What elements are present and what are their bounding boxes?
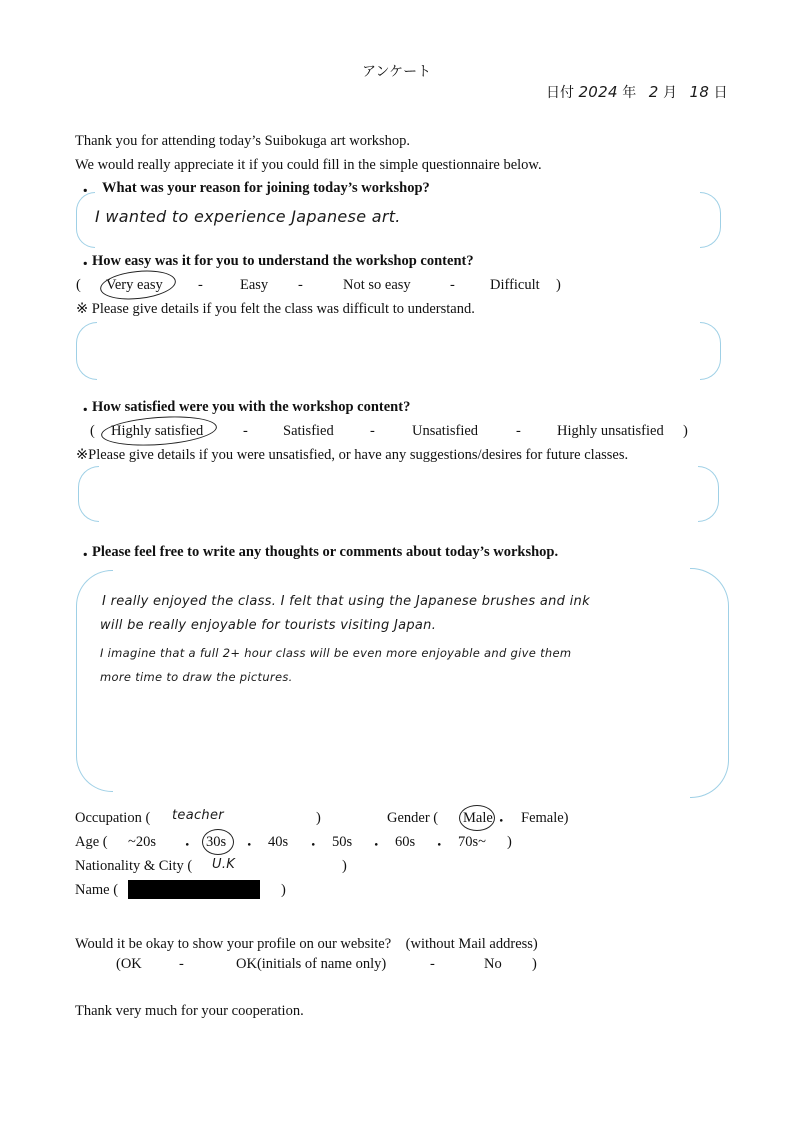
year-unit: 年 <box>622 85 637 101</box>
q3-bullet: ・ <box>78 403 93 419</box>
page-title: アンケート <box>362 64 432 80</box>
q4-answer-line-2[interactable]: will be really enjoyable for tourists visiting Japan. <box>100 618 437 633</box>
q4-question: Please feel free to write any thoughts or comments about today’s workshop. <box>92 544 559 560</box>
date-day[interactable]: 18 <box>689 83 710 101</box>
age-option-30s[interactable]: 30s <box>206 834 227 850</box>
nationality-label: Nationality & City ( <box>75 858 193 874</box>
month-unit: 月 <box>663 85 678 101</box>
name-close: ) <box>281 882 286 898</box>
age-dot-3: ・ <box>306 838 321 854</box>
q3-answer-box-left <box>78 466 99 522</box>
website-sep-2: - <box>430 956 435 972</box>
q3-option-satisfied[interactable]: Satisfied <box>283 423 334 439</box>
q2-option-not-so-easy[interactable]: Not so easy <box>343 277 411 293</box>
q4-bullet: ・ <box>78 548 93 564</box>
date-label: 日付 <box>546 85 574 101</box>
nationality-value[interactable]: U.K <box>212 857 236 872</box>
age-dot-1: ・ <box>180 838 195 854</box>
q2-option-very-easy[interactable]: Very easy <box>106 277 163 293</box>
q2-option-difficult[interactable]: Difficult <box>490 277 540 293</box>
website-option-ok[interactable]: (OK <box>116 956 142 972</box>
gender-dot: ・ <box>494 814 509 830</box>
gender-label: Gender ( <box>387 810 439 826</box>
name-redaction <box>128 880 260 899</box>
q2-note: ※ Please give details if you felt the class was difficult to understand. <box>76 301 475 317</box>
nationality-close: ) <box>342 858 347 874</box>
q3-option-highly-unsatisfied[interactable]: Highly unsatisfied <box>557 423 664 439</box>
intro-line-1: Thank you for attending today’s Suibokuga art workshop. <box>75 133 411 149</box>
website-sep-1: - <box>179 956 184 972</box>
date-year[interactable]: 2024 <box>578 83 618 101</box>
q2-bullet: ・ <box>78 257 93 273</box>
day-unit: 日 <box>713 85 728 101</box>
occupation-label: Occupation ( <box>75 810 151 826</box>
q4-answer-line-1[interactable]: I really enjoyed the class. I felt that using the Japanese brushes and ink <box>102 594 590 609</box>
gender-selection-circle <box>459 805 495 831</box>
q2-selection-circle <box>99 267 178 303</box>
q4-answer-line-4[interactable]: more time to draw the pictures. <box>100 670 293 684</box>
footer-thanks: Thank very much for your cooperation. <box>75 1003 304 1019</box>
age-option-70s[interactable]: 70s~ <box>458 834 486 850</box>
website-option-no[interactable]: No <box>484 956 502 972</box>
q2-sep-1: - <box>198 277 203 293</box>
q1-answer-box-left <box>76 192 95 248</box>
occupation-close: ) <box>316 810 321 826</box>
q2-answer-box-left <box>76 322 97 380</box>
date-block <box>546 82 728 102</box>
website-option-initials[interactable]: OK(initials of name only) <box>236 956 387 972</box>
q3-selection-circle <box>100 413 218 449</box>
q2-sep-2: - <box>298 277 303 293</box>
q3-question: How satisfied were you with the workshop content? <box>92 399 411 415</box>
website-close: ) <box>532 956 537 972</box>
q3-sep-2: - <box>370 423 375 439</box>
q2-close-paren: ) <box>556 277 561 293</box>
age-option-60s[interactable]: 60s <box>395 834 416 850</box>
q4-answer-line-3[interactable]: I imagine that a full 2+ hour class will be even more enjoyable and give them <box>100 646 572 660</box>
q1-bullet: ・ <box>78 184 93 200</box>
q3-note: ※Please give details if you were unsatisfied, or have any suggestions/desires for future classes. <box>76 447 629 463</box>
website-question: Would it be okay to show your profile on our website? (without Mail address) <box>75 936 538 952</box>
q1-question: What was your reason for joining today’s workshop? <box>102 180 430 196</box>
age-dot-2: ・ <box>242 838 257 854</box>
age-close: ) <box>507 834 512 850</box>
q3-answer-box-right <box>698 466 719 522</box>
q2-answer-box-right <box>700 322 721 380</box>
q3-option-highly-satisfied[interactable]: Highly satisfied <box>111 423 204 439</box>
q1-answer[interactable]: I wanted to experience Japanese art. <box>95 207 401 226</box>
q3-sep-1: - <box>243 423 248 439</box>
occupation-value[interactable]: teacher <box>172 808 224 823</box>
q3-close-paren: ) <box>683 423 688 439</box>
q2-sep-3: - <box>450 277 455 293</box>
q3-open-paren: ( <box>90 423 95 439</box>
age-selection-circle <box>202 829 234 855</box>
intro-line-2: We would really appreciate it if you could fill in the simple questionnaire below. <box>75 157 542 173</box>
q2-option-easy[interactable]: Easy <box>240 277 269 293</box>
q3-sep-3: - <box>516 423 521 439</box>
age-label: Age ( <box>75 834 108 850</box>
age-dot-4: ・ <box>369 838 384 854</box>
q4-answer-box-right <box>690 568 729 798</box>
age-option-20s[interactable]: ~20s <box>128 834 156 850</box>
q2-question: How easy was it for you to understand the workshop content? <box>92 253 474 269</box>
q2-open-paren: ( <box>76 277 81 293</box>
age-option-50s[interactable]: 50s <box>332 834 353 850</box>
age-option-40s[interactable]: 40s <box>268 834 289 850</box>
q3-option-unsatisfied[interactable]: Unsatisfied <box>412 423 479 439</box>
age-dot-5: ・ <box>432 838 447 854</box>
name-label: Name ( <box>75 882 119 898</box>
gender-option-female[interactable]: Female) <box>521 810 569 826</box>
q1-answer-box-right <box>700 192 721 248</box>
gender-option-male[interactable]: Male <box>463 810 493 826</box>
date-month[interactable]: 2 <box>648 83 659 101</box>
